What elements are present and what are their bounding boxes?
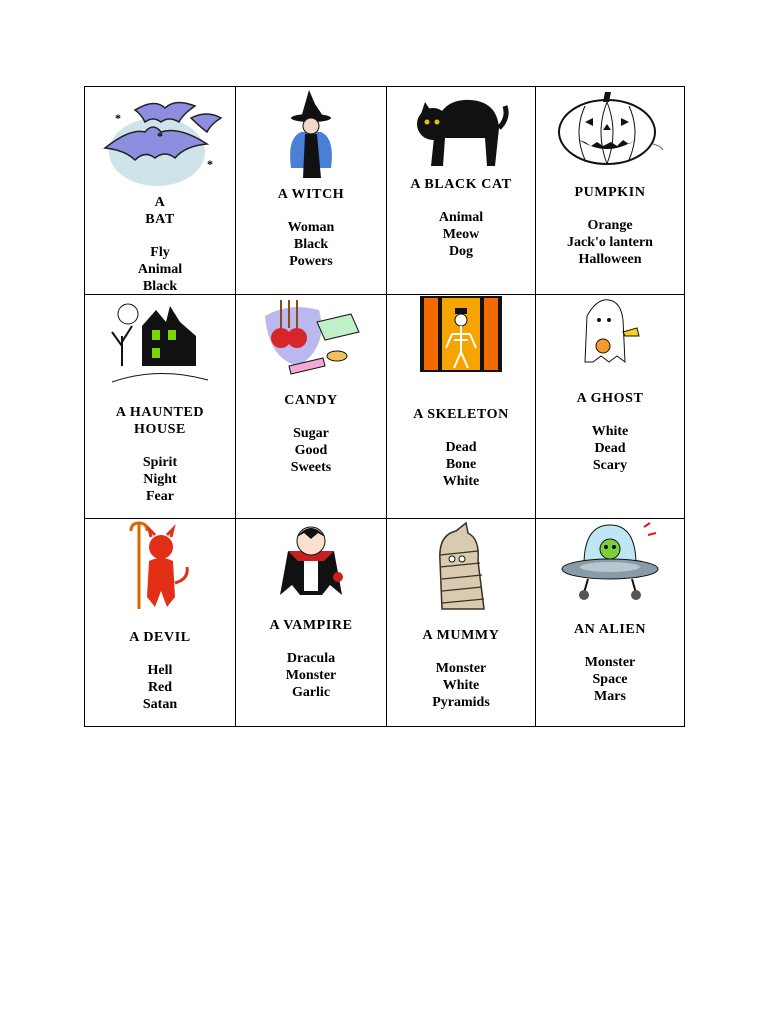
card-pumpkin xyxy=(536,88,684,268)
card-word: Mars xyxy=(594,689,626,704)
bat-icon xyxy=(95,88,225,192)
haunted-house-icon xyxy=(108,296,212,386)
card-title: PUMPKIN xyxy=(574,185,646,200)
card-bat xyxy=(85,88,235,295)
card-word: Monster xyxy=(584,655,636,670)
card-word: White xyxy=(442,474,480,489)
card-word: Animal xyxy=(137,262,183,277)
ghost-icon xyxy=(575,296,645,366)
card-word: Hell xyxy=(147,663,173,678)
card-word: Sugar xyxy=(293,426,329,441)
card-word: Space xyxy=(592,672,628,687)
card-word: Meow xyxy=(442,227,480,242)
card-word: Dog xyxy=(448,244,474,259)
card-ghost xyxy=(536,296,684,474)
card-word: Monster xyxy=(285,668,337,683)
card-alien xyxy=(536,521,684,705)
card-word: Sweets xyxy=(290,460,332,475)
pumpkin-icon xyxy=(555,88,665,168)
card-black-cat xyxy=(387,88,535,260)
card-devil xyxy=(85,521,235,713)
card-word: Pyramids xyxy=(432,695,490,710)
card-title: A GHOST xyxy=(576,391,644,406)
card-word: Black xyxy=(142,279,178,294)
card-title: A WITCH xyxy=(277,187,345,202)
card-title: CANDY xyxy=(284,393,338,408)
mummy-icon xyxy=(426,521,496,611)
card-word: Garlic xyxy=(291,685,331,700)
black-cat-icon xyxy=(411,88,511,170)
svg-text:*: * xyxy=(207,157,213,171)
svg-text:*: * xyxy=(115,111,121,125)
card-word: Dead xyxy=(594,441,626,456)
card-candy xyxy=(236,296,386,476)
card-word: White xyxy=(591,424,629,439)
card-word: Bone xyxy=(445,457,477,472)
card-title: A BAT xyxy=(145,195,175,227)
card-title: A SKELETON xyxy=(413,407,509,422)
card-word: Satan xyxy=(142,697,178,712)
card-skeleton xyxy=(387,296,535,490)
skeleton-icon xyxy=(420,296,502,372)
card-title: A MUMMY xyxy=(422,628,500,643)
card-word: Jack'o lantern xyxy=(567,235,653,250)
card-vampire xyxy=(236,521,386,701)
card-witch xyxy=(236,88,386,270)
card-mummy xyxy=(387,521,535,711)
card-word: Dracula xyxy=(286,651,336,666)
card-word: Halloween xyxy=(578,252,642,267)
card-haunted-house xyxy=(85,296,235,505)
card-word: Black xyxy=(293,237,329,252)
card-word: Woman xyxy=(287,220,335,235)
card-word: Animal xyxy=(438,210,484,225)
card-word: White xyxy=(442,678,480,693)
card-word: Scary xyxy=(592,458,628,473)
vampire-icon xyxy=(274,521,348,601)
devil-icon xyxy=(125,521,195,611)
card-word: Orange xyxy=(587,218,633,233)
candy-icon xyxy=(259,296,363,380)
card-word: Good xyxy=(294,443,328,458)
alien-icon xyxy=(558,521,662,605)
card-word: Spirit xyxy=(142,455,178,470)
witch-icon xyxy=(281,88,341,180)
card-word: Fear xyxy=(146,489,174,504)
card-title: A DEVIL xyxy=(129,630,191,645)
card-title: A VAMPIRE xyxy=(269,618,353,633)
card-word: Fly xyxy=(150,245,170,260)
card-title: A HAUNTED HOUSE xyxy=(115,405,205,437)
card-word: Powers xyxy=(289,254,333,269)
card-word: Night xyxy=(143,472,177,487)
grid-line xyxy=(85,518,684,519)
card-word: Dead xyxy=(445,440,477,455)
svg-text:*: * xyxy=(157,129,163,143)
card-title: A BLACK CAT xyxy=(410,177,512,192)
card-word: Red xyxy=(147,680,173,695)
card-word: Monster xyxy=(435,661,487,676)
card-title: AN ALIEN xyxy=(573,622,647,637)
